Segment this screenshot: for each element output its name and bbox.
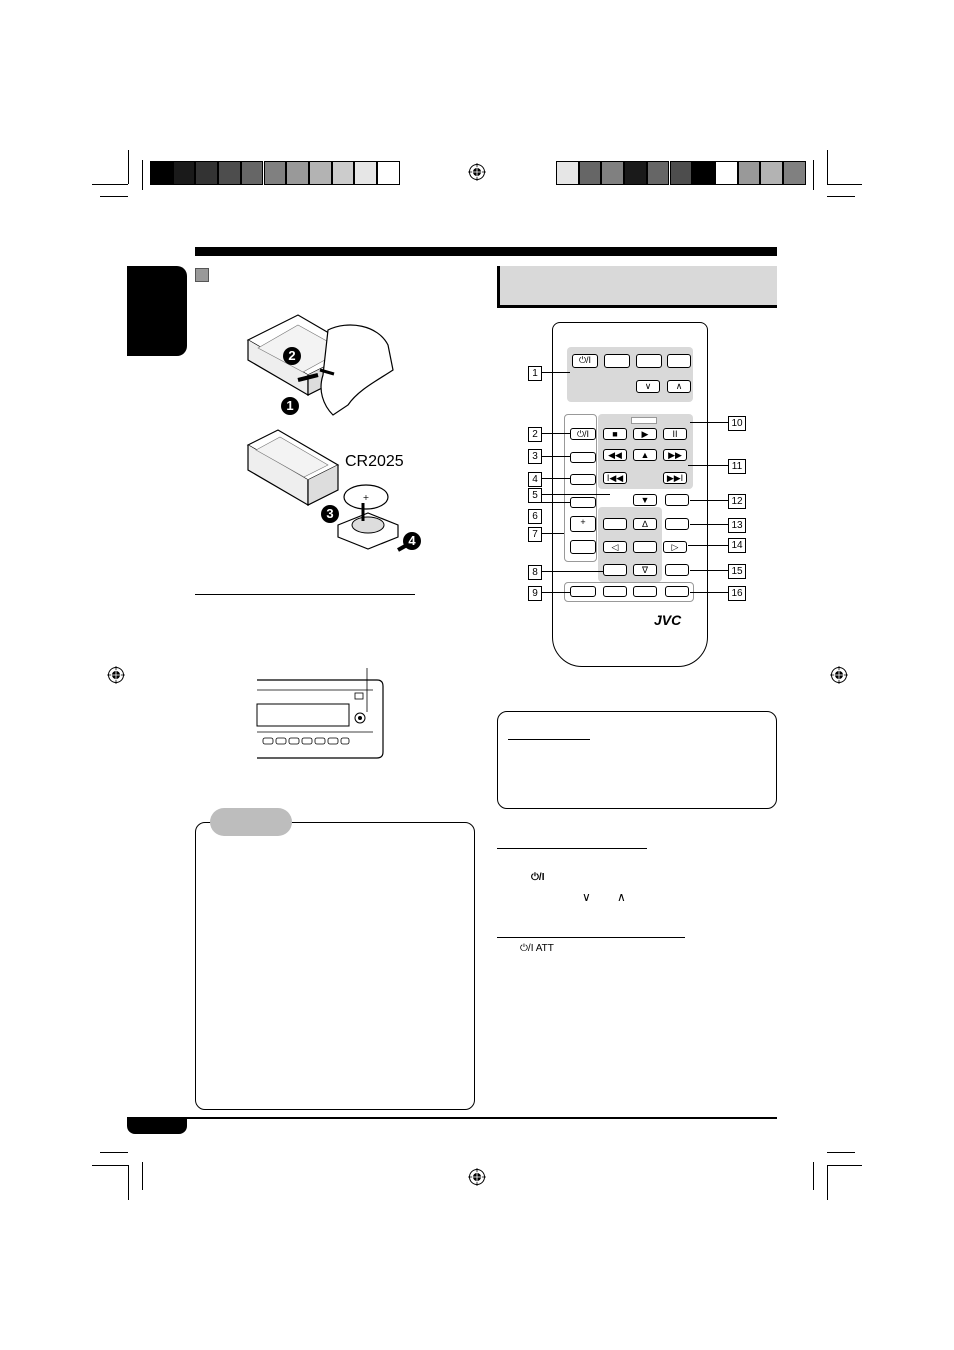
- crop-mark: [92, 1165, 128, 1166]
- color-swatch: [556, 161, 579, 185]
- remote-cursor-left-button[interactable]: ◁: [603, 541, 627, 553]
- remote-left-button-4[interactable]: [570, 474, 596, 485]
- remote-down-button[interactable]: ∨: [636, 380, 660, 393]
- language-tab: [127, 266, 187, 356]
- crop-mark: [813, 160, 814, 190]
- callout-11: 11: [728, 459, 746, 474]
- color-swatch: [241, 161, 264, 185]
- remote-up-button[interactable]: ∧: [667, 380, 691, 393]
- leader-line: [542, 592, 570, 593]
- color-swatch: [579, 161, 602, 185]
- callout-13: 13: [728, 518, 746, 533]
- color-swatch: [286, 161, 309, 185]
- step-4-badge: 4: [403, 532, 421, 550]
- callout-3: 3: [528, 449, 542, 464]
- remote-cursor-enter-button[interactable]: [633, 541, 657, 553]
- callout-2: 2: [528, 427, 542, 442]
- leader-line: [690, 500, 728, 501]
- crop-mark: [128, 150, 129, 184]
- color-swatch: [783, 161, 806, 185]
- crop-mark: [100, 1152, 128, 1153]
- remote-audio-button[interactable]: [603, 586, 627, 597]
- color-swatch: [738, 161, 761, 185]
- callout-4: 4: [528, 472, 542, 487]
- crop-mark: [100, 196, 128, 197]
- down-symbol-text: ∨: [582, 890, 591, 904]
- step-2-badge: 2: [283, 347, 301, 365]
- header-rule: [195, 247, 777, 256]
- leader-line: [542, 571, 604, 572]
- caution-title-tab: [210, 808, 292, 836]
- callout-16: 16: [728, 586, 746, 601]
- callout-15: 15: [728, 564, 746, 579]
- remote-left-button-6[interactable]: [570, 497, 596, 508]
- color-swatch: [760, 161, 783, 185]
- subheading-underline: [497, 937, 685, 938]
- remote-right-button-12[interactable]: [665, 494, 689, 506]
- callout-5: 5: [528, 488, 542, 503]
- color-swatch: [670, 161, 693, 185]
- crop-mark: [827, 150, 828, 184]
- crop-mark: [827, 196, 855, 197]
- battery-insert-illustration: [238, 425, 428, 565]
- up-symbol-text: ∧: [617, 890, 626, 904]
- callout-8: 8: [528, 565, 542, 580]
- remote-button-5[interactable]: [603, 518, 627, 530]
- remote-down-arrow-button[interactable]: ▼: [633, 494, 657, 506]
- color-swatch: [218, 161, 241, 185]
- leader-line: [690, 592, 728, 593]
- callout-10: 10: [728, 416, 746, 431]
- remote-source-power-button[interactable]: ⏻/I: [570, 428, 596, 440]
- leader-line: [542, 456, 570, 457]
- color-swatch: [332, 161, 355, 185]
- color-swatch: [377, 161, 400, 185]
- battery-holder-removal-illustration: [238, 310, 398, 425]
- remote-fast-forward-button[interactable]: ▶▶: [663, 449, 687, 461]
- remote-brand-logo: JVC: [654, 612, 682, 628]
- callout-6: 6: [528, 509, 542, 524]
- heading-marker: [195, 268, 209, 282]
- leader-line: [690, 422, 728, 423]
- power-att-text: ⏻/I ATT: [520, 943, 554, 954]
- remote-rewind-button[interactable]: ◀◀: [603, 449, 627, 461]
- leader-line: [542, 494, 610, 495]
- svg-text:+: +: [362, 493, 370, 502]
- remote-top-button-2[interactable]: [604, 354, 630, 368]
- color-swatch: [264, 161, 287, 185]
- page-number-tab: [127, 1118, 187, 1134]
- crop-mark: [827, 1165, 862, 1166]
- remote-button-9[interactable]: [570, 586, 596, 597]
- leader-line: [690, 524, 728, 525]
- remote-right-button-15[interactable]: [665, 564, 689, 576]
- remote-power-button[interactable]: ⏻/I: [572, 354, 598, 368]
- leader-line: [688, 545, 728, 546]
- remote-cursor-down-button[interactable]: ∇: [633, 564, 657, 576]
- leader-line: [688, 465, 728, 466]
- remote-next-button[interactable]: ▶▶I: [663, 472, 687, 484]
- crop-mark: [92, 184, 128, 185]
- head-unit-illustration: [255, 668, 385, 760]
- remote-subtitle-button[interactable]: [633, 586, 657, 597]
- remote-angle-button[interactable]: [665, 586, 689, 597]
- step-1-badge: 1: [281, 397, 299, 415]
- remote-button-8[interactable]: [603, 564, 627, 576]
- color-swatch: [601, 161, 624, 185]
- footer-rule: [127, 1117, 777, 1119]
- remote-previous-button[interactable]: I◀◀: [603, 472, 627, 484]
- remote-volume-plus-button[interactable]: +: [570, 516, 596, 532]
- color-swatch: [715, 161, 738, 185]
- crop-mark: [813, 1162, 814, 1190]
- step-3-badge: 3: [321, 505, 339, 523]
- leader-line: [542, 502, 570, 503]
- callout-7: 7: [528, 527, 542, 542]
- registration-mark-icon: [468, 163, 486, 181]
- crop-mark: [142, 160, 143, 190]
- leader-line: [690, 570, 728, 571]
- remote-pause-button[interactable]: II: [663, 428, 687, 440]
- subheading-underline: [195, 594, 415, 595]
- power-symbol-text: ⏻/I: [531, 872, 545, 883]
- remote-right-button-13[interactable]: [665, 518, 689, 530]
- registration-mark-icon: [107, 666, 125, 684]
- color-swatch: [309, 161, 332, 185]
- crop-mark: [827, 1165, 828, 1200]
- remote-top-button-3[interactable]: [636, 354, 662, 368]
- color-swatch: [173, 161, 196, 185]
- leader-line: [542, 478, 570, 479]
- note-title-underline: [508, 739, 590, 740]
- crop-mark: [827, 1152, 855, 1153]
- callout-14: 14: [728, 538, 746, 553]
- crop-mark: [827, 184, 862, 185]
- registration-mark-icon: [830, 666, 848, 684]
- section-header: [497, 266, 777, 308]
- subheading-underline: [497, 848, 647, 849]
- color-swatch: [624, 161, 647, 185]
- remote-top-button-4[interactable]: [667, 354, 691, 368]
- color-swatch: [150, 161, 173, 185]
- color-swatch: [647, 161, 670, 185]
- callout-9: 9: [528, 586, 542, 601]
- remote-up-arrow-button[interactable]: ▲: [633, 449, 657, 461]
- remote-volume-minus-button[interactable]: [570, 540, 596, 554]
- crop-mark: [142, 1162, 143, 1190]
- callout-12: 12: [728, 494, 746, 509]
- registration-mark-icon: [468, 1168, 486, 1186]
- callout-1: 1: [528, 366, 542, 381]
- remote-play-button[interactable]: ▶: [633, 428, 657, 440]
- caution-box: [195, 822, 475, 1110]
- color-swatch: [195, 161, 218, 185]
- color-swatch: [692, 161, 715, 185]
- leader-line: [542, 372, 570, 373]
- remote-cursor-right-button[interactable]: ▷: [663, 541, 687, 553]
- crop-mark: [128, 1165, 129, 1200]
- color-swatch: [354, 161, 377, 185]
- remote-label-strip: [631, 417, 657, 424]
- leader-line: [542, 433, 570, 434]
- note-box: [497, 711, 777, 809]
- remote-left-button-3[interactable]: [570, 452, 596, 463]
- leader-line: [542, 533, 564, 534]
- remote-cursor-up-button[interactable]: ∆: [633, 518, 657, 530]
- battery-type-label: CR2025: [345, 453, 404, 470]
- remote-stop-button[interactable]: ■: [603, 428, 627, 440]
